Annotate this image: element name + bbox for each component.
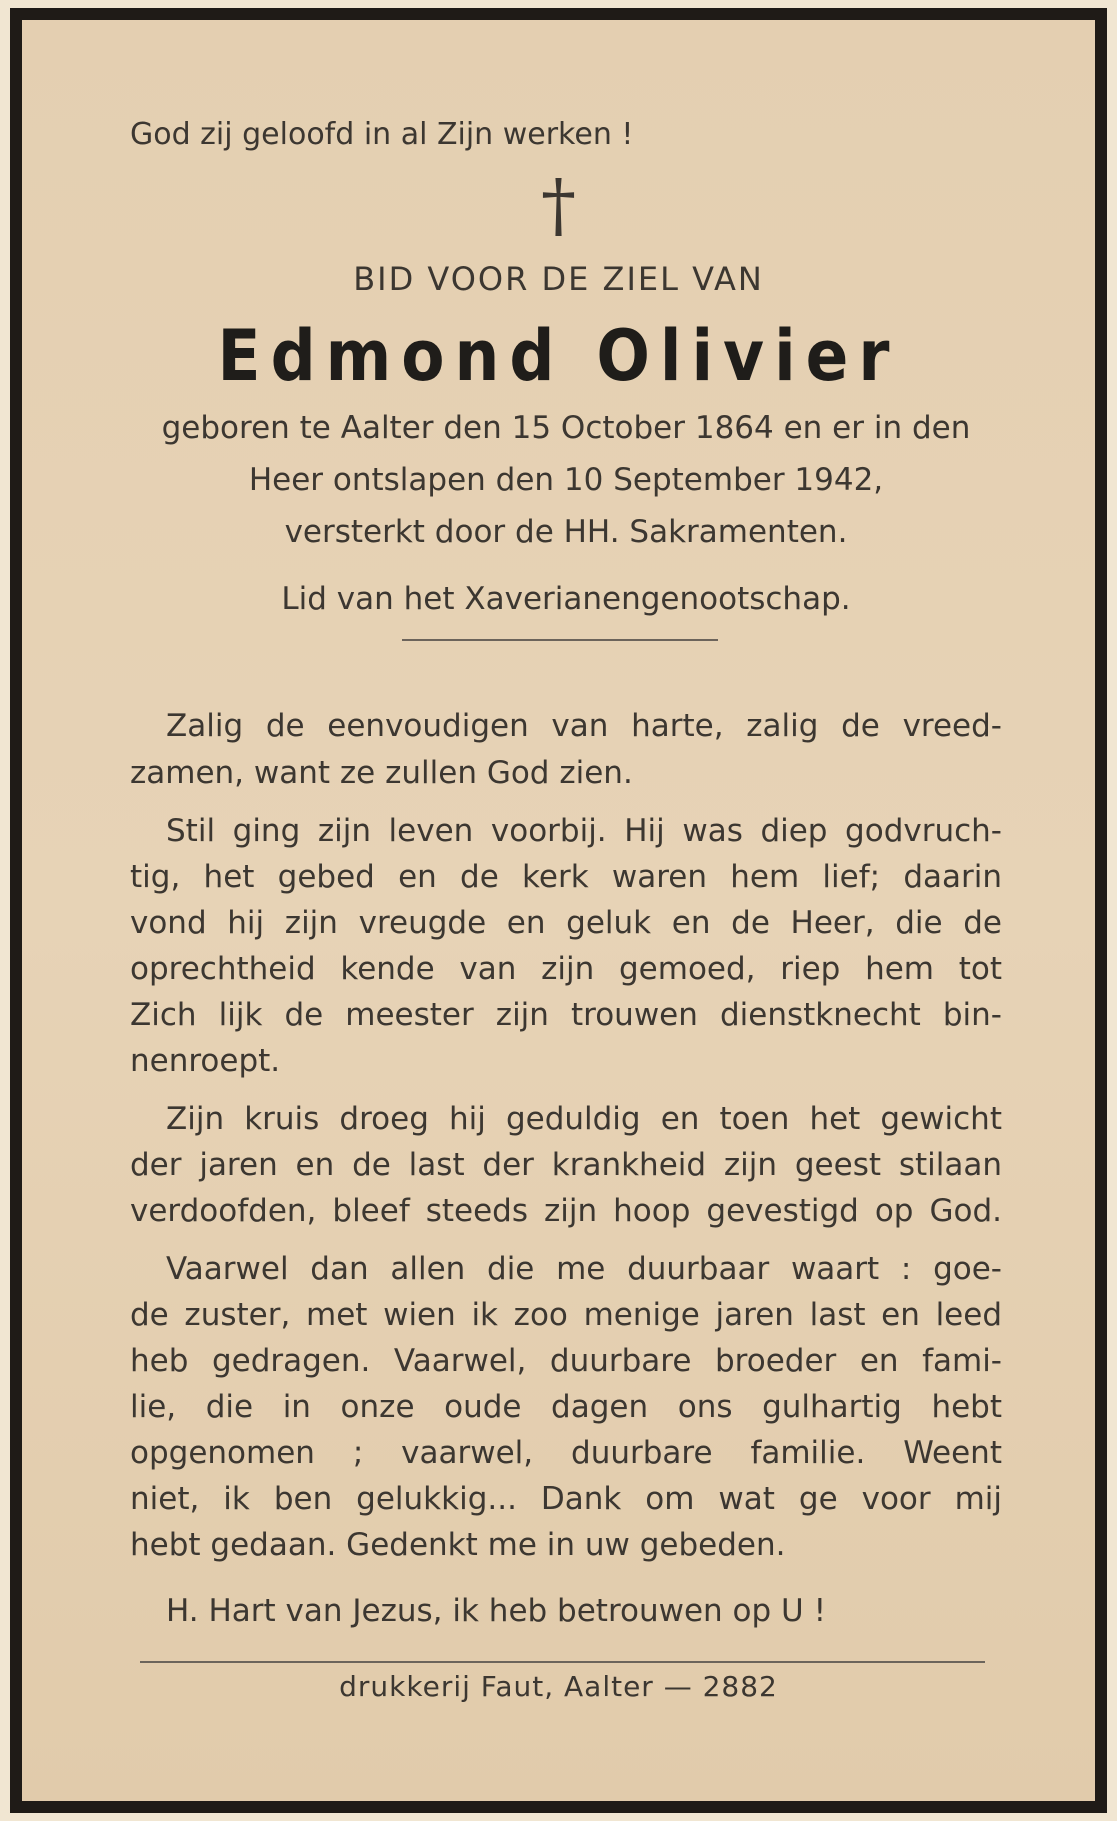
paragraph-4-line: opgenomen ; vaarwel, duurbare familie. Weent <box>130 1435 1002 1471</box>
paragraph-4-line: heb gedragen. Vaarwel, duurbare broeder en fami- <box>130 1343 1002 1379</box>
paragraph-2-line: tig, het gebed en de kerk waren hem lief; daarin <box>130 859 1002 895</box>
paragraph-3-line: verdoofden, bleef steeds zijn hoop gevestigd op God. <box>130 1193 1002 1229</box>
paragraph-3-line: Zijn kruis droeg hij geduldig en toen het gewicht <box>166 1101 1002 1137</box>
death-detail: Heer ontslapen den 10 September 1942, <box>248 462 884 498</box>
paragraph-4-line: lie, die in onze oude dagen ons gulhartig hebt <box>130 1389 1002 1425</box>
paragraph-2-line: oprechtheid kende van zijn gemoed, riep hem tot <box>130 951 1002 987</box>
paragraph-2-line: Zich lijk de meester zijn trouwen dienstknecht bin- <box>130 997 1002 1033</box>
paragraph-2-line: nenroept. <box>130 1043 281 1079</box>
birth-detail: geboren te Aalter den 15 October 1864 en er in den <box>161 410 971 446</box>
paragraph-1-line: Zalig de eenvoudigen van harte, zalig de vreed- <box>166 708 1002 744</box>
membership: Lid van het Xaverianengenootschap. <box>281 581 851 617</box>
epigraph: God zij geloofd in al Zijn werken ! <box>130 117 634 152</box>
divider-short <box>402 639 718 641</box>
divider-long <box>140 1661 985 1663</box>
prayer-heading: BID VOOR DE ZIEL VAN <box>353 260 764 298</box>
paragraph-4-line: Vaarwel dan allen die me duurbaar waart : goe- <box>166 1251 1002 1287</box>
paragraph-1-line: zamen, want ze zullen God zien. <box>130 755 633 791</box>
printer-credit: drukkerij Faut, Aalter — 2882 <box>339 1670 778 1703</box>
paragraph-2-line: Stil ging zijn leven voorbij. Hij was diep godvruch- <box>166 813 1002 849</box>
memorial-card <box>10 8 1107 1813</box>
closing-prayer: H. Hart van Jezus, ik heb betrouwen op U ! <box>166 1593 827 1629</box>
paragraph-3-line: der jaren en de last der krankheid zijn geest stilaan <box>130 1147 1002 1183</box>
card-body <box>22 20 1095 1801</box>
sacraments-detail: versterkt door de HH. Sakramenten. <box>284 514 848 550</box>
paragraph-2-line: vond hij zijn vreugde en geluk en de Heer, die de <box>130 905 1002 941</box>
paragraph-4-line: hebt gedaan. Gedenkt me in uw gebeden. <box>130 1527 786 1563</box>
cross-icon: † <box>541 164 576 246</box>
paragraph-4-line: niet, ik ben gelukkig... Dank om wat ge voor mij <box>130 1481 1002 1517</box>
paragraph-4-line: de zuster, met wien ik zoo menige jaren last en leed <box>130 1297 1002 1333</box>
deceased-name: Edmond Olivier <box>217 315 900 397</box>
